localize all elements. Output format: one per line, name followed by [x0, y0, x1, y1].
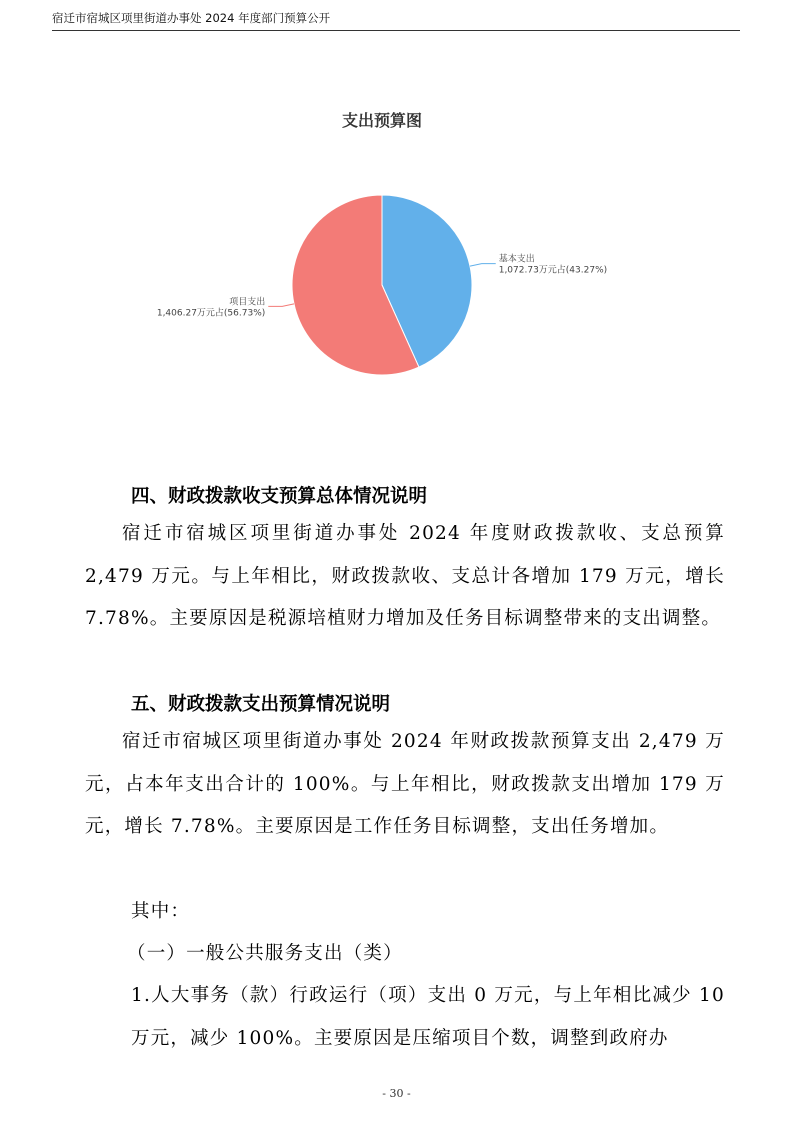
- section-4-heading: 四、财政拨款收支预算总体情况说明: [131, 486, 428, 507]
- pie-slices: [292, 195, 472, 375]
- pie-leader-line: [268, 304, 294, 307]
- section-4-paragraph: 宿迁市宿城区项里街道办事处 2024 年度财政拨款收、支总预算 2,479 万元。与上年相比，财政拨款收、支总计各增加 179 万元，增长 7.78%。主要原因是税源培植财力增加及任务目标调整带来的支出调整。: [85, 523, 725, 629]
- pie-label-name: 项目支出: [229, 297, 266, 308]
- pie-label-name: 基本支出: [498, 254, 535, 265]
- section-5-heading: 五、财政拨款支出预算情况说明: [131, 694, 391, 715]
- pie-chart-svg: [0, 95, 793, 425]
- pie-chart: [0, 95, 793, 425]
- section-5-paragraph: 宿迁市宿城区项里街道办事处 2024 年财政拨款预算支出 2,479 万元，占本年支出合计的 100%。与上年相比，财政拨款支出增加 179 万元，增长 7.78%。主要原因是工作任务目标调整，支出任务增加。: [85, 731, 725, 837]
- pie-label-value: 1,406.27万元占(56.73%): [156, 308, 266, 319]
- page-header: 宿迁市宿城区项里街道办事处 2024 年度部门预算公开: [52, 10, 740, 31]
- page-number: - 30 -: [382, 1087, 411, 1100]
- item-1-paragraph: 1.人大事务（款）行政运行（项）支出 0 万元，与上年相比减少 10 万元，减少 100%。主要原因是压缩项目个数，调整到政府办: [131, 985, 725, 1049]
- category-heading: （一）一般公共服务支出（类）: [127, 943, 403, 964]
- pie-leader-line: [470, 264, 496, 267]
- pie-label-value: 1,072.73万元占(43.27%): [498, 265, 608, 276]
- among-label: 其中：: [131, 901, 191, 922]
- chart-title: 支出预算图: [341, 111, 423, 130]
